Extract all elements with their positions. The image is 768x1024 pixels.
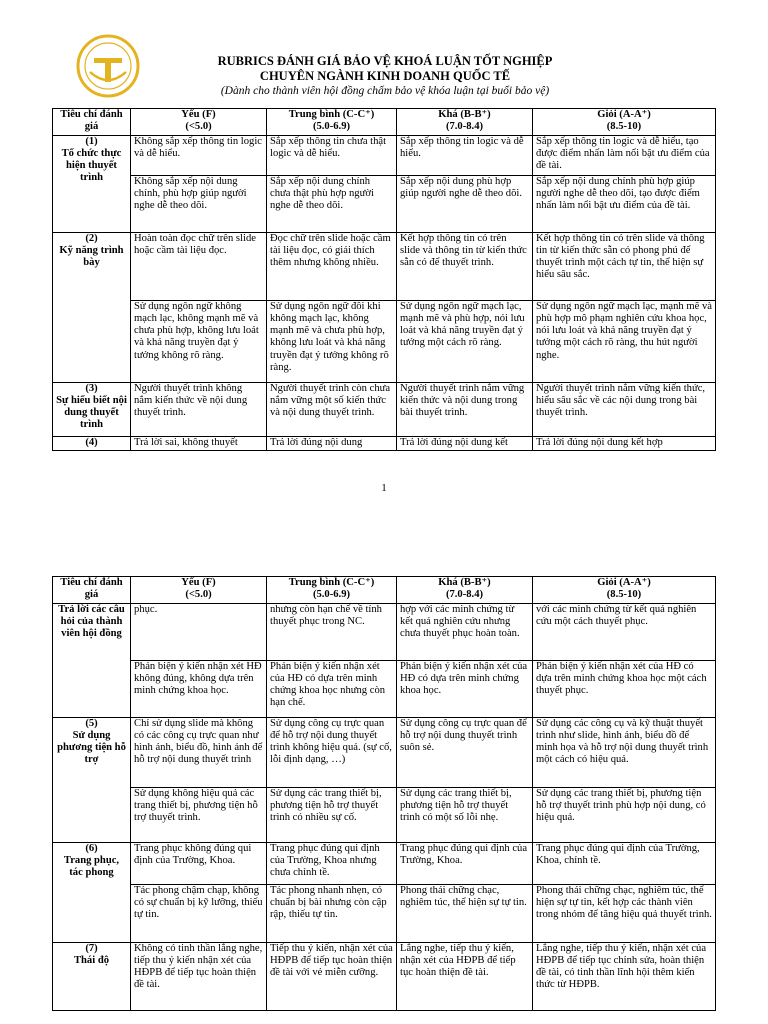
- cell-weak: Không sắp xếp thông tin logic và dễ hiểu.: [131, 135, 267, 175]
- cell-excellent: Phản biện ý kiến nhận xét của HĐ có dựa trên minh chứng khoa học một cách thuyết phục.: [533, 660, 716, 717]
- cell-excellent: Trả lời đúng nội dung kết hợp: [533, 436, 716, 450]
- header-cell: Trung bình (C-C⁺) (5.0-6.9): [267, 577, 397, 604]
- table-header-row: [53, 577, 716, 604]
- cell-average: Tiếp thu ý kiến, nhận xét của HĐPB để tiếp tục hoàn thiện đề tài với vẻ miễn cưỡng.: [267, 942, 397, 1010]
- table-row: [53, 232, 716, 300]
- cell-weak: Không sắp xếp nội dung chính, phù hợp giúp người nghe dễ theo dõi.: [131, 175, 267, 232]
- criterion-cell: (2) Kỹ năng trình bày: [53, 232, 131, 382]
- header-cell: Giỏi (A-A⁺) (8.5-10): [533, 109, 716, 136]
- cell-excellent: Sắp xếp thông tin logic và dễ hiểu, tạo được điểm nhấn làm nổi bật ưu điểm của đề tài.: [533, 135, 716, 175]
- cell-weak: phục.: [131, 603, 267, 660]
- criterion-cell: (3) Sự hiểu biết nội dung thuyết trình: [53, 382, 131, 436]
- table-row: [53, 603, 716, 660]
- table-row: [53, 942, 716, 1010]
- cell-average: Sử dụng các trang thiết bị, phương tiện hỗ trợ thuyết trình có nhiều sự cố.: [267, 787, 397, 842]
- header-cell: Yếu (F) (<5.0): [131, 109, 267, 136]
- table-row: [53, 842, 716, 884]
- cell-good: Trang phục đúng qui định của Trường, Khoa.: [397, 842, 533, 884]
- cell-weak: Sử dụng ngôn ngữ không mạch lạc, không mạnh mẽ và chưa phù hợp, không lưu loát và khả năng truyền đạt ý tưởng không rõ ràng.: [131, 300, 267, 382]
- cell-average: Tác phong nhanh nhẹn, có chuẩn bị bài nhưng còn cập rập, thiếu tự tin.: [267, 884, 397, 942]
- table-row: [53, 436, 716, 450]
- criterion-cell: (1) Tổ chức thực hiện thuyết trình: [53, 135, 131, 232]
- table-row: [53, 717, 716, 787]
- criterion-cell: Trả lời các câu hỏi của thành viên hội đồng: [53, 603, 131, 717]
- table-row: [53, 884, 716, 942]
- criterion-cell: (4): [53, 436, 131, 450]
- criterion-cell: (5) Sử dụng phương tiện hỗ trợ: [53, 717, 131, 842]
- cell-good: Người thuyết trình nắm vững kiến thức và nội dung trong bài thuyết trình.: [397, 382, 533, 436]
- header-cell: Giỏi (A-A⁺) (8.5-10): [533, 577, 716, 604]
- criterion-cell: (6) Trang phục, tác phong: [53, 842, 131, 942]
- document-major: CHUYÊN NGÀNH KINH DOANH QUỐC TẾ: [259, 69, 511, 83]
- cell-average: Sử dụng công cụ trực quan để hỗ trợ nội dung thuyết trình không hiệu quả. (sự cố, lỗi định dạng, …): [267, 717, 397, 787]
- cell-weak: Trả lời sai, không thuyết: [131, 436, 267, 450]
- cell-weak: Phản biện ý kiến nhận xét HĐ không đúng, không dựa trên minh chứng khoa học.: [131, 660, 267, 717]
- cell-excellent: Sử dụng các trang thiết bị, phương tiện hỗ trợ thuyết trình phù hợp nội dung, có hiệu quả.: [533, 787, 716, 842]
- table-row: [53, 135, 716, 175]
- header-cell: Tiêu chí đánh giá: [53, 577, 131, 604]
- cell-excellent: Sử dụng các công cụ và kỹ thuật thuyết trình như slide, hình ảnh, biểu đồ để minh họa và hỗ trợ nội dung thuyết trình một cách có hiệu quả.: [533, 717, 716, 787]
- cell-average: Phản biện ý kiến nhận xét của HĐ có dựa trên minh chứng khoa học nhưng còn hạn chế.: [267, 660, 397, 717]
- rubric-table-page-1: [52, 108, 716, 451]
- cell-good: Sắp xếp thông tin logic và dễ hiểu.: [397, 135, 533, 175]
- table-row: [53, 382, 716, 436]
- cell-average: Người thuyết trình còn chưa nắm vững một số kiến thức và nội dung thuyết trình.: [267, 382, 397, 436]
- header-cell: Khá (B-B⁺) (7.0-8.4): [397, 577, 533, 604]
- cell-good: Sử dụng các trang thiết bị, phương tiện hỗ trợ thuyết trình có một số lỗi nhẹ.: [397, 787, 533, 842]
- cell-weak: Chỉ sử dụng slide mà không có các công cụ trực quan như hình ảnh, biểu đồ, hình ảnh để hỗ trợ nội dung thuyết trình: [131, 717, 267, 787]
- document-title: RUBRICS ĐÁNH GIÁ BẢO VỆ KHOÁ LUẬN TỐT NGHIỆP: [217, 54, 553, 68]
- cell-good: hợp với các minh chứng từ kết quả nghiên cứu nhưng chưa thuyết phục hoàn toàn.: [397, 603, 533, 660]
- cell-good: Sắp xếp nội dung phù hợp giúp người nghe dễ theo dõi.: [397, 175, 533, 232]
- university-seal-icon: [76, 34, 140, 98]
- cell-excellent: Trang phục đúng qui định của Trường, Khoa, chỉnh tề.: [533, 842, 716, 884]
- cell-excellent: Người thuyết trình nắm vững kiến thức, hiểu sâu sắc về các nội dung trong bài thuyết trình.: [533, 382, 716, 436]
- cell-weak: Trang phục không đúng qui định của Trường, Khoa.: [131, 842, 267, 884]
- cell-excellent: Lắng nghe, tiếp thu ý kiến, nhận xét của HĐPB để tiếp tục chỉnh sửa, hoàn thiện đề tài, có tinh thần lĩnh hội thêm kiến thức từ HĐPB.: [533, 942, 716, 1010]
- page-number: 1: [381, 482, 387, 494]
- cell-average: Sắp xếp nội dung chính chưa thật phù hợp người nghe dễ theo dõi.: [267, 175, 397, 232]
- cell-good: Lắng nghe, tiếp thu ý kiến, nhận xét của HĐPB để tiếp tục hoàn thiện đề tài.: [397, 942, 533, 1010]
- cell-excellent: Phong thái chững chạc, nghiêm túc, thể hiện sự tự tin, kết hợp các thành viên trong nhóm để tăng hiệu quả thuyết trình.: [533, 884, 716, 942]
- cell-weak: Hoàn toàn đọc chữ trên slide hoặc cầm tài liệu đọc.: [131, 232, 267, 300]
- cell-excellent: Sắp xếp nội dung chính phù hợp giúp người nghe dễ theo dõi, tạo được điểm nhấn làm nổi bật ưu điểm của đề tài.: [533, 175, 716, 232]
- document-subtitle: (Dành cho thành viên hội đồng chấm bảo vệ khóa luận tại buổi bảo vệ): [220, 85, 550, 97]
- cell-weak: Người thuyết trình không nắm kiến thức về nội dung thuyết trình.: [131, 382, 267, 436]
- cell-weak: Tác phong chậm chạp, không có sự chuẩn bị kỹ lưỡng, thiếu tự tin.: [131, 884, 267, 942]
- cell-average: Trang phục đúng qui định của Trường, Khoa nhưng chưa chỉnh tề.: [267, 842, 397, 884]
- cell-excellent: với các minh chứng từ kết quả nghiên cứu một cách thuyết phục.: [533, 603, 716, 660]
- cell-good: Phong thái chững chạc, nghiêm túc, thể hiện sự tự tin.: [397, 884, 533, 942]
- header-cell: Trung bình (C-C⁺) (5.0-6.9): [267, 109, 397, 136]
- rubric-table-page-2: [52, 576, 716, 1011]
- table-row: [53, 660, 716, 717]
- table-header-row: [53, 109, 716, 136]
- header-cell: Khá (B-B⁺) (7.0-8.4): [397, 109, 533, 136]
- table-row: [53, 300, 716, 382]
- criterion-cell: (7) Thái độ: [53, 942, 131, 1010]
- cell-good: Trả lời đúng nội dung kết: [397, 436, 533, 450]
- cell-average: Sắp xếp thông tin chưa thật logic và dễ hiểu.: [267, 135, 397, 175]
- cell-good: Sử dụng công cụ trực quan để hỗ trợ nội dung thuyết trình suôn sẻ.: [397, 717, 533, 787]
- cell-good: Phản biện ý kiến nhận xét của HĐ có dựa trên minh chứng khoa học.: [397, 660, 533, 717]
- cell-good: Kết hợp thông tin có trên slide và thông tin từ kiến thức sẵn có để thuyết trình.: [397, 232, 533, 300]
- header-cell: Tiêu chí đánh giá: [53, 109, 131, 136]
- header-cell: Yếu (F) (<5.0): [131, 577, 267, 604]
- cell-good: Sử dụng ngôn ngữ mạch lạc, mạnh mẽ và phù hợp, nói lưu loát và khả năng truyền đạt ý tưởng một cách rõ ràng.: [397, 300, 533, 382]
- cell-average: nhưng còn hạn chế về tính thuyết phục trong NC.: [267, 603, 397, 660]
- table-row: [53, 787, 716, 842]
- cell-average: Đọc chữ trên slide hoặc cầm tài liệu đọc, có giải thích thêm nhưng không nhiều.: [267, 232, 397, 300]
- document-header: [150, 54, 620, 99]
- cell-excellent: Sử dụng ngôn ngữ mạch lạc, mạnh mẽ và phù hợp mô phạm nghiên cứu khoa học, nói lưu loát và khả năng truyền đạt ý tưởng một cách rõ ràng, thu hút người nghe.: [533, 300, 716, 382]
- cell-weak: Sử dụng không hiệu quả các trang thiết bị, phương tiện hỗ trợ thuyết trình.: [131, 787, 267, 842]
- cell-weak: Không có tinh thần lắng nghe, tiếp thu ý kiến nhận xét của HĐPB để tiếp tục hoàn thiện đề tài.: [131, 942, 267, 1010]
- table-row: [53, 175, 716, 232]
- cell-excellent: Kết hợp thông tin có trên slide và thông tin từ kiến thức sẵn có phong phú để thuyết trình một cách tự tin, thể hiện sự hiểu sâu sắc.: [533, 232, 716, 300]
- cell-average: Trả lời đúng nội dung: [267, 436, 397, 450]
- cell-average: Sử dụng ngôn ngữ đôi khi không mạch lạc, không mạnh mẽ và chưa phù hợp, không lưu loát và khả năng truyền đạt ý tưởng không rõ ràng.: [267, 300, 397, 382]
